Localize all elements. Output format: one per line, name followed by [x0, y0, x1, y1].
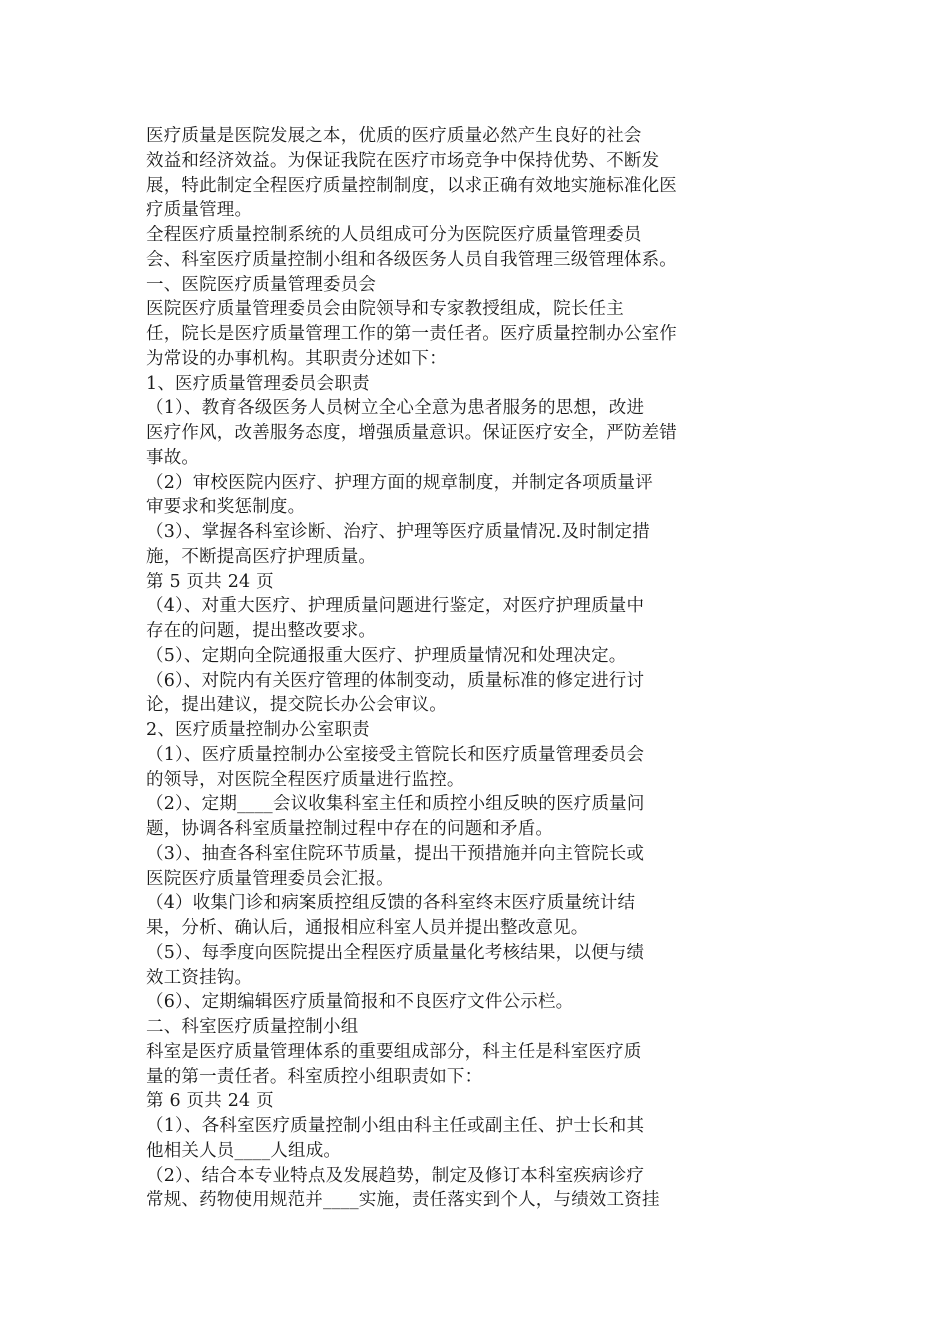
- text-line: 量的第一责任者。科室质控小组职责如下：: [146, 1066, 483, 1087]
- text-line: 审要求和奖惩制度。: [146, 497, 306, 518]
- text-line: 第 5 页共 24 页: [146, 571, 274, 592]
- text-line: （4）收集门诊和病案质控组反馈的各科室终末医疗质量统计结: [146, 893, 636, 914]
- text-line: （2）审校医院内医疗、护理方面的规章制度，并制定各项质量评: [146, 472, 653, 493]
- text-line: （4）、对重大医疗、护理质量问题进行鉴定，对医疗护理质量中: [146, 596, 645, 617]
- text-line: 科室是医疗质量管理体系的重要组成部分，科主任是科室医疗质: [146, 1041, 642, 1062]
- text-line: 常规、药物使用规范并____实施，责任落实到个人，与绩效工资挂: [146, 1190, 660, 1211]
- text-line: （3）、掌握各科室诊断、治疗、护理等医疗质量情况.及时制定措: [146, 522, 650, 542]
- text-line: 果，分析、确认后，通报相应科室人员并提出整改意见。: [146, 918, 589, 938]
- text-line: 医院医疗质量管理委员会由院领导和专家教授组成，院长任主: [146, 299, 624, 320]
- text-line: （1）、医疗质量控制办公室接受主管院长和医疗质量管理委员会: [146, 744, 645, 765]
- text-line: 事故。: [146, 447, 200, 468]
- text-line: 医疗质量是医院发展之本，优质的医疗质量必然产生良好的社会: [146, 126, 642, 146]
- text-line: 效益和经济效益。为保证我院在医疗市场竞争中保持优势、不断发: [146, 150, 660, 171]
- text-line: 一、医院医疗质量管理委员会: [146, 274, 377, 295]
- text-line: 效工资挂钩。: [146, 967, 253, 988]
- text-line: 2、医疗质量控制办公室职责: [146, 720, 370, 740]
- text-line: 疗质量管理。: [146, 200, 253, 221]
- text-line: 二、科室医疗质量控制小组: [146, 1017, 359, 1037]
- text-line: 的领导，对医院全程医疗质量进行监控。: [146, 769, 465, 790]
- text-line: 论，提出建议，提交院长办公会审议。: [146, 695, 447, 716]
- text-line: 施，不断提高医疗护理质量。: [146, 546, 377, 567]
- text-line: 第 6 页共 24 页: [146, 1091, 274, 1112]
- text-line: 存在的问题，提出整改要求。: [146, 621, 377, 641]
- text-line: 全程医疗质量控制系统的人员组成可分为医院医疗质量管理委员: [146, 225, 642, 245]
- text-line: （3）、抽查各科室住院环节质量，提出干预措施并向主管院长或: [146, 843, 645, 864]
- text-line: 会、科室医疗质量控制小组和各级医务人员自我管理三级管理体系。: [146, 249, 677, 270]
- text-line: 1、医疗质量管理委员会职责: [146, 373, 370, 394]
- text-line: 他相关人员____人组成。: [146, 1140, 342, 1161]
- text-line: 为常设的办事机构。其职责分述如下：: [146, 348, 447, 369]
- text-line: （1）、教育各级医务人员树立全心全意为患者服务的思想，改进: [146, 398, 645, 419]
- text-line: 医院医疗质量管理委员会汇报。: [146, 868, 394, 889]
- text-line: （1）、各科室医疗质量控制小组由科主任或副主任、护士长和其: [146, 1116, 645, 1136]
- text-line: 题，协调各科室质量控制过程中存在的问题和矛盾。: [146, 819, 554, 839]
- text-line: 医疗作风，改善服务态度，增强质量意识。保证医疗安全，严防差错: [146, 423, 677, 443]
- text-line: （6）、对院内有关医疗管理的体制变动，质量标准的修定进行讨: [146, 670, 645, 691]
- text-line: （6）、定期编辑医疗质量简报和不良医疗文件公示栏。: [146, 992, 574, 1013]
- text-line: （5）、每季度向医院提出全程医疗质量量化考核结果，以便与绩: [146, 942, 645, 963]
- text-line: （5）、定期向全院通报重大医疗、护理质量情况和处理决定。: [146, 645, 627, 666]
- text-line: 任，院长是医疗质量管理工作的第一责任者。医疗质量控制办公室作: [146, 324, 677, 344]
- text-line: （2）、结合本专业特点及发展趋势，制定及修订本科室疾病诊疗: [146, 1165, 645, 1186]
- text-line: 展，特此制定全程医疗质量控制制度，以求正确有效地实施标准化医: [146, 175, 677, 196]
- document-body: [146, 124, 736, 1213]
- text-line: （2）、定期____会议收集科室主任和质控小组反映的医疗质量问: [146, 794, 645, 815]
